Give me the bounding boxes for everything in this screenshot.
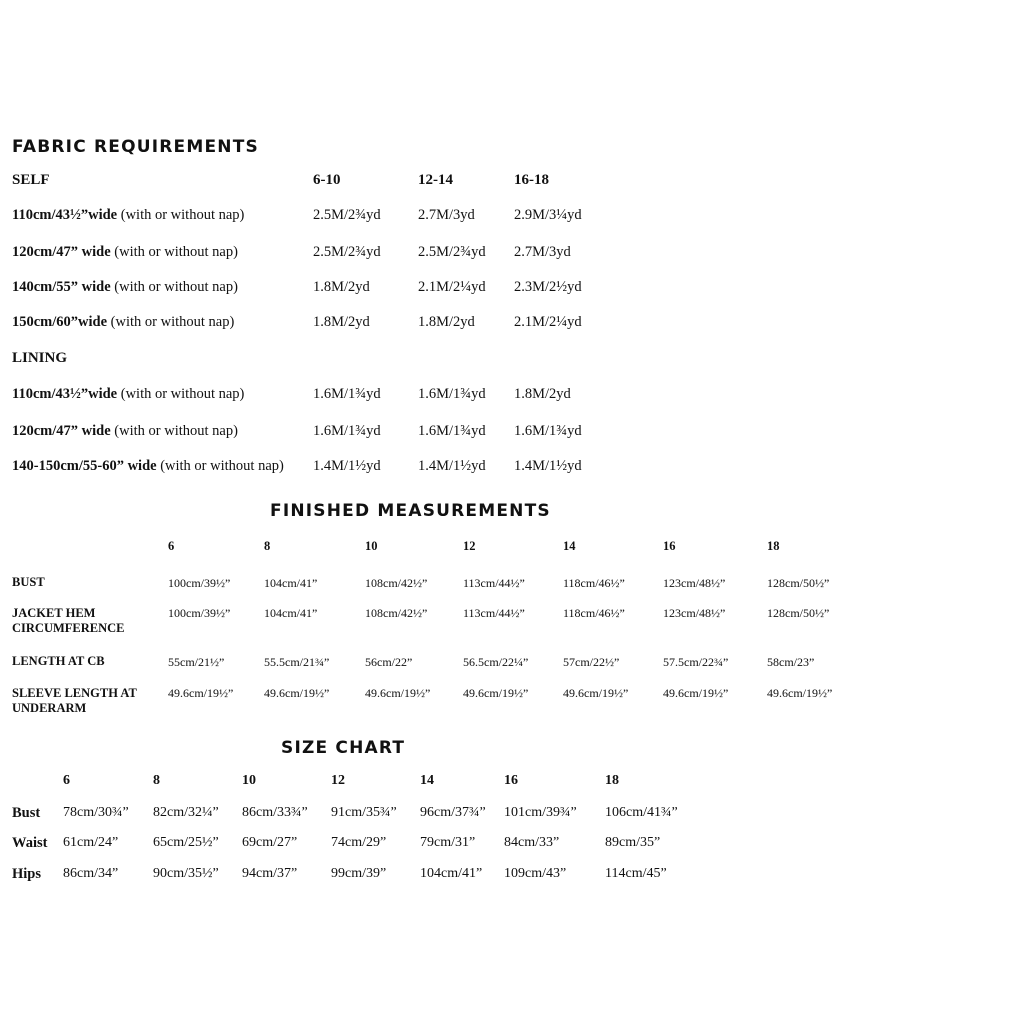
sc-value: 78cm/30¾” bbox=[63, 805, 129, 820]
fabric-size-header: 12-14 bbox=[418, 172, 453, 188]
fm-value: 49.6cm/19½” bbox=[168, 686, 234, 700]
fm-value: 118cm/46½” bbox=[563, 576, 625, 590]
fm-row-label: JACKET HEM CIRCUMFERENCE bbox=[12, 606, 125, 635]
fabric-value: 2.3M/2½yd bbox=[514, 279, 582, 295]
fm-size-header: 6 bbox=[168, 539, 175, 553]
sc-value: 104cm/41” bbox=[420, 866, 483, 881]
fabric-size-header: 16-18 bbox=[514, 172, 549, 188]
fabric-value: 2.5M/2¾yd bbox=[313, 244, 381, 260]
fabric-value: 1.6M/1¾yd bbox=[418, 423, 486, 439]
fm-size-header: 10 bbox=[365, 539, 378, 553]
fm-size-header: 14 bbox=[563, 539, 576, 553]
self-row-label: 110cm/43½”wide (with or without nap) bbox=[12, 207, 245, 223]
self-row-label: 140cm/55” wide (with or without nap) bbox=[12, 279, 238, 295]
sc-value: 74cm/29” bbox=[331, 835, 387, 850]
fm-value: 108cm/42½” bbox=[365, 606, 428, 620]
fm-value: 49.6cm/19½” bbox=[663, 686, 729, 700]
fabric-value: 2.9M/3¼yd bbox=[514, 207, 582, 223]
sc-value: 106cm/41¾” bbox=[605, 805, 678, 820]
sc-value: 89cm/35” bbox=[605, 835, 661, 850]
lining-row-label: 120cm/47” wide (with or without nap) bbox=[12, 423, 238, 439]
sc-row-label: Hips bbox=[12, 866, 42, 882]
sc-value: 79cm/31” bbox=[420, 835, 476, 850]
fm-value: 100cm/39½” bbox=[168, 606, 231, 620]
fabric-requirements-title: FABRIC REQUIREMENTS bbox=[12, 137, 259, 157]
fm-value: 100cm/39½” bbox=[168, 576, 231, 590]
fabric-value: 1.4M/1½yd bbox=[418, 458, 486, 474]
fabric-value: 1.4M/1½yd bbox=[514, 458, 582, 474]
fm-value: 128cm/50½” bbox=[767, 606, 830, 620]
size-chart-title: SIZE CHART bbox=[281, 738, 406, 758]
fm-value: 56cm/22” bbox=[365, 655, 413, 669]
self-row-label: 120cm/47” wide (with or without nap) bbox=[12, 244, 238, 260]
fabric-value: 2.5M/2¾yd bbox=[313, 207, 381, 223]
fm-value: 57cm/22½” bbox=[563, 655, 620, 669]
fm-value: 55.5cm/21¾” bbox=[264, 655, 330, 669]
fm-row-label: BUST bbox=[12, 575, 45, 589]
sc-size-header: 18 bbox=[605, 773, 619, 788]
fm-value: 104cm/41” bbox=[264, 576, 318, 590]
self-label: SELF bbox=[12, 172, 50, 188]
sc-value: 86cm/33¾” bbox=[242, 805, 308, 820]
sc-value: 86cm/34” bbox=[63, 866, 119, 881]
fm-row-label: LENGTH AT CB bbox=[12, 654, 105, 668]
fabric-value: 2.1M/2¼yd bbox=[418, 279, 486, 295]
sc-value: 65cm/25½” bbox=[153, 835, 219, 850]
fabric-value: 1.6M/1¾yd bbox=[313, 423, 381, 439]
fm-value: 56.5cm/22¼” bbox=[463, 655, 529, 669]
sc-size-header: 10 bbox=[242, 773, 256, 788]
fm-value: 58cm/23” bbox=[767, 655, 815, 669]
fm-value: 49.6cm/19½” bbox=[767, 686, 833, 700]
sc-size-header: 8 bbox=[153, 773, 160, 788]
sc-value: 90cm/35½” bbox=[153, 866, 219, 881]
fabric-value: 2.5M/2¾yd bbox=[418, 244, 486, 260]
fm-value: 57.5cm/22¾” bbox=[663, 655, 729, 669]
sc-row-label: Waist bbox=[12, 835, 48, 851]
sc-value: 99cm/39” bbox=[331, 866, 387, 881]
fabric-size-header: 6-10 bbox=[313, 172, 341, 188]
fabric-value: 1.6M/1¾yd bbox=[313, 386, 381, 402]
fabric-value: 2.1M/2¼yd bbox=[514, 314, 582, 330]
sc-value: 82cm/32¼” bbox=[153, 805, 219, 820]
lining-label: LINING bbox=[12, 350, 68, 366]
fm-value: 49.6cm/19½” bbox=[365, 686, 431, 700]
lining-row-label: 110cm/43½”wide (with or without nap) bbox=[12, 386, 245, 402]
fm-size-header: 16 bbox=[663, 539, 676, 553]
fm-value: 108cm/42½” bbox=[365, 576, 428, 590]
fm-value: 123cm/48½” bbox=[663, 606, 726, 620]
sc-value: 94cm/37” bbox=[242, 866, 298, 881]
fabric-value: 1.8M/2yd bbox=[418, 314, 475, 330]
self-row-label: 150cm/60”wide (with or without nap) bbox=[12, 314, 235, 330]
sc-value: 114cm/45” bbox=[605, 866, 667, 881]
finished-measurements-title: FINISHED MEASUREMENTS bbox=[270, 501, 551, 521]
sc-value: 109cm/43” bbox=[504, 866, 567, 881]
fm-value: 49.6cm/19½” bbox=[463, 686, 529, 700]
sc-value: 84cm/33” bbox=[504, 835, 560, 850]
sc-value: 69cm/27” bbox=[242, 835, 298, 850]
fabric-value: 1.4M/1½yd bbox=[313, 458, 381, 474]
fm-value: 104cm/41” bbox=[264, 606, 318, 620]
sc-value: 96cm/37¾” bbox=[420, 805, 486, 820]
fabric-value: 2.7M/3yd bbox=[418, 207, 475, 223]
fm-value: 49.6cm/19½” bbox=[563, 686, 629, 700]
fm-value: 55cm/21½” bbox=[168, 655, 225, 669]
fabric-value: 2.7M/3yd bbox=[514, 244, 571, 260]
sc-value: 101cm/39¾” bbox=[504, 805, 577, 820]
fm-size-header: 12 bbox=[463, 539, 476, 553]
fm-row-label: SLEEVE LENGTH AT UNDERARM bbox=[12, 686, 137, 715]
fabric-value: 1.8M/2yd bbox=[514, 386, 571, 402]
sc-value: 91cm/35¾” bbox=[331, 805, 397, 820]
fm-value: 118cm/46½” bbox=[563, 606, 625, 620]
sc-value: 61cm/24” bbox=[63, 835, 119, 850]
sc-size-header: 12 bbox=[331, 773, 345, 788]
fm-value: 123cm/48½” bbox=[663, 576, 726, 590]
fm-value: 128cm/50½” bbox=[767, 576, 830, 590]
fabric-value: 1.6M/1¾yd bbox=[514, 423, 582, 439]
sc-row-label: Bust bbox=[12, 805, 41, 821]
fabric-value: 1.6M/1¾yd bbox=[418, 386, 486, 402]
fabric-value: 1.8M/2yd bbox=[313, 279, 370, 295]
fm-size-header: 18 bbox=[767, 539, 780, 553]
fabric-value: 1.8M/2yd bbox=[313, 314, 370, 330]
sc-size-header: 6 bbox=[63, 773, 70, 788]
sc-size-header: 14 bbox=[420, 773, 434, 788]
fm-value: 49.6cm/19½” bbox=[264, 686, 330, 700]
lining-row-label: 140-150cm/55-60” wide (with or without nap) bbox=[12, 458, 284, 474]
sc-size-header: 16 bbox=[504, 773, 518, 788]
fm-value: 113cm/44½” bbox=[463, 606, 525, 620]
fm-size-header: 8 bbox=[264, 539, 271, 553]
fm-value: 113cm/44½” bbox=[463, 576, 525, 590]
